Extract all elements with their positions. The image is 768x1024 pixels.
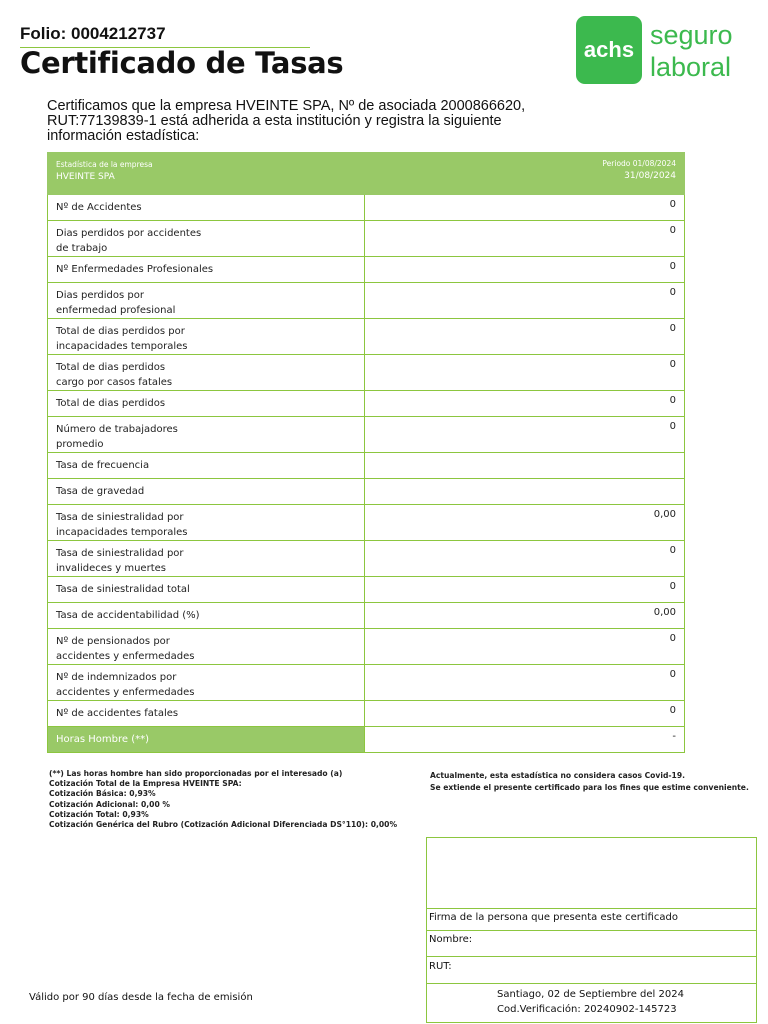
row-value [365,453,685,479]
row-label-line: Nº de Accidentes [56,202,142,213]
intro-line: información estadística: [47,128,200,144]
row-label [48,505,365,541]
name-field-label: Nombre: [429,934,473,945]
row-value: 0 [365,701,685,727]
table-row [48,727,685,753]
row-label-line: promedio [56,439,104,450]
logo-word-seguro: seguro [650,20,733,50]
table-row [48,505,685,541]
table-row [48,195,685,221]
row-value: - [365,727,685,753]
row-label [48,665,365,701]
table-row [48,453,685,479]
row-label [48,355,365,391]
row-label-line: accidentes y enfermedades [56,651,195,662]
note-line: Cotización Adicional: 0,00 % [49,799,170,809]
table-row [48,479,685,505]
signature-box [426,837,757,1023]
logo-word-laboral: laboral [650,52,732,82]
row-label-line: Nº Enfermedades Profesionales [56,264,214,275]
row-label [48,417,365,453]
row-label-line: Dias perdidos por [56,290,144,301]
table-row [48,577,685,603]
note-line: Cotización Total de la Empresa HVEINTE SPA: [49,779,242,789]
row-label-line: enfermedad profesional [56,305,176,316]
row-label-line: invalideces y muertes [56,563,166,574]
signature-divider [427,908,756,909]
table-row [48,417,685,453]
row-label-line: Total de dias perdidos por [56,326,185,337]
signature-divider [427,930,756,931]
row-label-line: Dias perdidos por accidentes [56,228,202,239]
row-label-line: Total de dias perdidos [56,362,166,373]
row-label-line: Tasa de siniestralidad total [56,584,190,595]
row-label-line: Tasa de siniestralidad por [56,548,184,559]
row-value: 0 [365,577,685,603]
place-date: Santiago, 02 de Septiembre del 2024 [497,989,684,1000]
row-label-line: de trabajo [56,243,108,254]
row-value: 0 [365,417,685,453]
row-label-line: Total de dias perdidos [56,398,166,409]
row-value: 0 [365,541,685,577]
row-label [48,283,365,319]
intro-paragraph [47,99,567,144]
row-value: 0 [365,257,685,283]
row-value: 0 [365,391,685,417]
row-value: 0 [365,195,685,221]
notes-left [49,769,397,830]
table-row [48,665,685,701]
table-row [48,391,685,417]
company-name: HVEINTE SPA [56,172,115,182]
achs-logo-icon [576,16,642,84]
table-header-period [365,153,685,195]
table-row [48,603,685,629]
logo-mark-text: achs [583,37,635,62]
row-value: 0 [365,283,685,319]
table-row [48,541,685,577]
table-row [48,283,685,319]
row-label-line: Nº de pensionados por [56,636,170,647]
row-label [48,629,365,665]
row-label-line: Tasa de gravedad [56,486,145,497]
row-value: 0 [365,221,685,257]
row-label-line: accidentes y enfermedades [56,687,195,698]
note-line: Cotización Genérica del Rubro (Cotización Adicional Diferenciada DS°110): 0,00% [49,820,398,830]
row-label-line: Tasa de frecuencia [56,460,150,471]
row-label-line: Nº de accidentes fatales [56,708,179,719]
table-header-row [48,153,685,195]
signature-divider [427,983,756,984]
row-label-line: incapacidades temporales [56,527,188,538]
row-label [48,577,365,603]
row-label [48,701,365,727]
statistics-table [47,152,685,753]
row-label-line: Tasa de accidentabilidad (%) [56,610,200,621]
note-line: Cotización Básica: 0,93% [49,789,156,799]
notes-right [430,770,749,794]
row-label-line: cargo por casos fatales [56,377,173,388]
verification-code: Cod.Verificación: 20240902-145723 [497,1004,677,1015]
row-value: 0 [365,665,685,701]
row-label [48,541,365,577]
folio-number: Folio: 0004212737 [20,24,166,43]
row-value: 0,00 [365,505,685,541]
signature-caption: Firma de la persona que presenta este certificado [429,912,678,923]
row-label [48,221,365,257]
note-line: Cotización Total: 0,93% [49,809,149,819]
row-label [48,319,365,355]
row-label [48,453,365,479]
row-label-line: incapacidades temporales [56,341,188,352]
note-line: (**) Las horas hombre han sido proporcionadas por el interesado (a) [49,769,343,778]
table-row [48,319,685,355]
row-label [48,391,365,417]
row-label-line: Nº de indemnizados por [56,672,177,683]
table-row [48,221,685,257]
rut-field-label: RUT: [429,961,452,972]
intro-line: Certificamos que la empresa HVEINTE SPA, Nº de asociada 2000866620, [47,98,526,114]
signature-divider [427,956,756,957]
row-label [48,603,365,629]
row-label-line: Tasa de siniestralidad por [56,512,184,523]
row-value: 0 [365,355,685,391]
table-row [48,355,685,391]
row-value: 0,00 [365,603,685,629]
intro-line: RUT:77139839-1 está adherida a esta institución y registra la siguiente [47,113,502,129]
row-label-line: Número de trabajadores [56,424,178,435]
note-line: Se extiende el presente certificado para los fines que estime conveniente. [430,783,749,792]
company-caption: Estadística de la empresa [56,160,153,169]
row-value: 0 [365,319,685,355]
row-label [48,479,365,505]
period-end: 31/08/2024 [624,171,676,181]
row-label-line: Horas Hombre (**) [56,734,150,745]
row-value [365,479,685,505]
table-header-company [48,153,365,195]
table-body [48,195,685,753]
table-row [48,701,685,727]
table-row [48,257,685,283]
table-row [48,629,685,665]
row-value: 0 [365,629,685,665]
row-label [48,257,365,283]
validity-note: Válido por 90 días desde la fecha de emisión [29,992,253,1003]
period-start: Periodo 01/08/2024 [602,159,676,168]
row-label [48,195,365,221]
document-title: Certificado de Tasas [20,46,344,80]
row-label [48,727,365,753]
note-line: Actualmente, esta estadística no considera casos Covid-19. [430,771,685,780]
